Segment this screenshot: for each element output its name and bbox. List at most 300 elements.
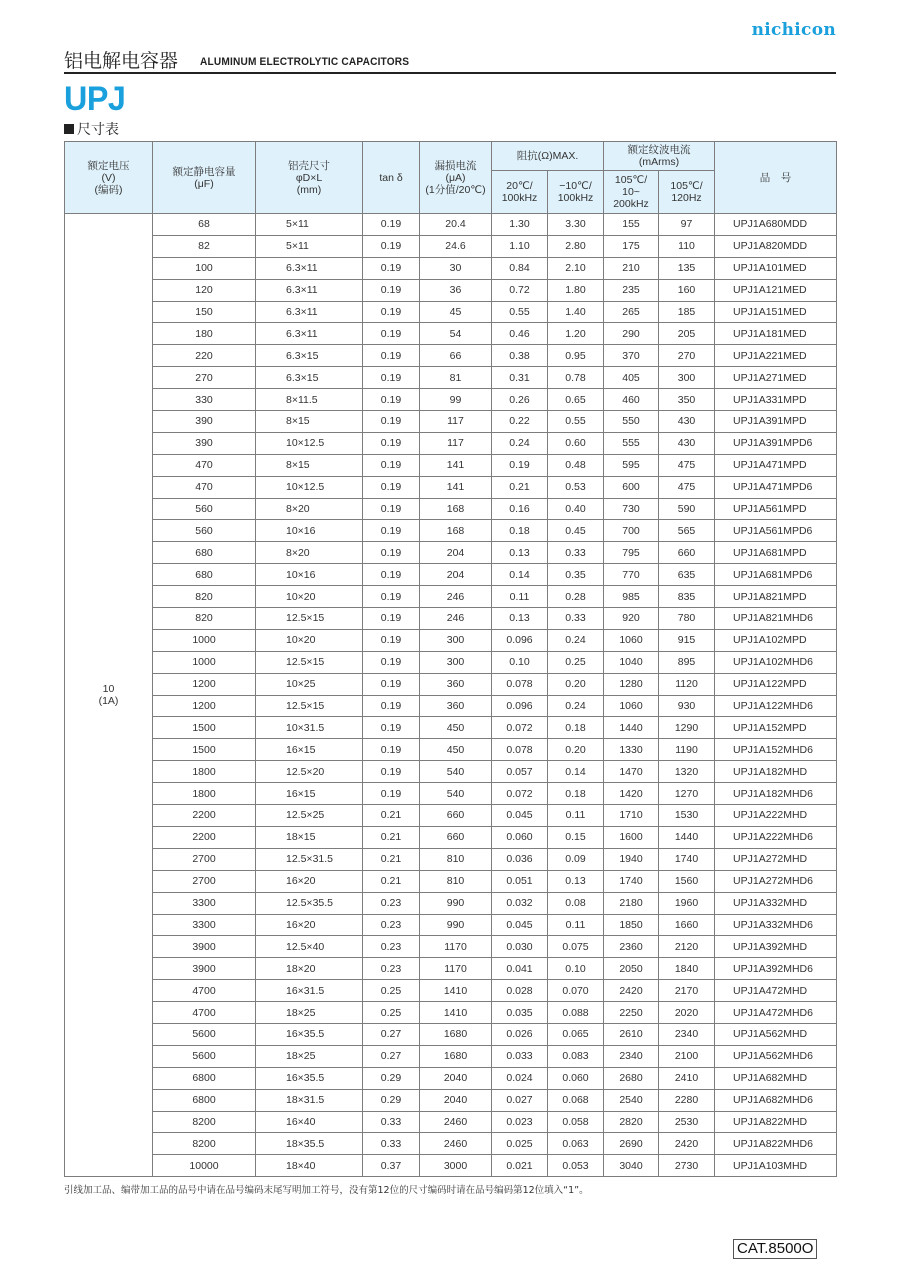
- table-row: [65, 673, 837, 695]
- capacitance-cell: 2200: [153, 826, 256, 848]
- ripple-120hz-cell: 895: [659, 651, 715, 673]
- ripple-hf-cell: 2820: [604, 1111, 659, 1133]
- capacitance-cell: 560: [153, 520, 256, 542]
- leakage-cell: 81: [420, 367, 492, 389]
- table-row: [65, 1133, 837, 1155]
- capacitance-cell: 1500: [153, 717, 256, 739]
- case-size-cell: 6.3×11: [256, 279, 363, 301]
- ripple-120hz-cell: 2280: [659, 1089, 715, 1111]
- part-number-cell: UPJ1A561MPD: [715, 498, 837, 520]
- impedance-minus10c-cell: 0.088: [548, 1002, 604, 1024]
- impedance-minus10c-cell: 0.08: [548, 892, 604, 914]
- ripple-hf-cell: 700: [604, 520, 659, 542]
- header-line: (mm): [296, 183, 322, 196]
- table-row: [65, 608, 837, 630]
- header-line: 漏损电流: [434, 159, 477, 172]
- tan-delta-cell: 0.29: [363, 1089, 420, 1111]
- header-line: 120Hz: [671, 192, 702, 204]
- ripple-120hz-cell: 2340: [659, 1023, 715, 1045]
- table-body: [65, 214, 837, 1177]
- impedance-20c-cell: 0.035: [492, 1002, 548, 1024]
- capacitance-cell: 220: [153, 345, 256, 367]
- tan-delta-cell: 0.19: [363, 279, 420, 301]
- part-number-cell: UPJ1A152MHD6: [715, 739, 837, 761]
- leakage-cell: 246: [420, 608, 492, 630]
- capacitance-cell: 100: [153, 257, 256, 279]
- impedance-20c-cell: 0.072: [492, 783, 548, 805]
- impedance-20c-cell: 0.26: [492, 389, 548, 411]
- tan-delta-cell: 0.25: [363, 980, 420, 1002]
- table-row: [65, 892, 837, 914]
- impedance-20c-cell: 0.38: [492, 345, 548, 367]
- header-line: (mArms): [638, 156, 680, 168]
- ripple-120hz-cell: 160: [659, 279, 715, 301]
- capacitance-cell: 2200: [153, 805, 256, 827]
- impedance-minus10c-cell: 0.33: [548, 542, 604, 564]
- tan-delta-cell: 0.19: [363, 608, 420, 630]
- impedance-minus10c-cell: 0.063: [548, 1133, 604, 1155]
- case-size-cell: 10×12.5: [256, 476, 363, 498]
- tan-delta-cell: 0.37: [363, 1155, 420, 1177]
- impedance-minus10c-cell: 1.80: [548, 279, 604, 301]
- ripple-120hz-cell: 135: [659, 257, 715, 279]
- tan-delta-cell: 0.19: [363, 235, 420, 257]
- part-number-cell: UPJ1A471MPD6: [715, 476, 837, 498]
- leakage-cell: 360: [420, 673, 492, 695]
- part-number-cell: UPJ1A122MPD: [715, 673, 837, 695]
- ripple-120hz-cell: 1190: [659, 739, 715, 761]
- header-line: 105℃/: [614, 174, 648, 186]
- tan-delta-cell: 0.19: [363, 783, 420, 805]
- capacitance-cell: 390: [153, 411, 256, 433]
- capacitance-cell: 1500: [153, 739, 256, 761]
- tan-delta-cell: 0.23: [363, 892, 420, 914]
- table-row: [65, 848, 837, 870]
- capacitance-cell: 1800: [153, 761, 256, 783]
- tan-delta-cell: 0.19: [363, 520, 420, 542]
- section-heading: [64, 119, 119, 139]
- table-row: [65, 651, 837, 673]
- series-name: UPJ: [64, 80, 126, 118]
- leakage-cell: 20.4: [420, 214, 492, 236]
- impedance-20c-cell: 0.22: [492, 411, 548, 433]
- header-part-number: 品 号: [715, 142, 837, 214]
- part-number-cell: UPJ1A181MED: [715, 323, 837, 345]
- capacitance-cell: 10000: [153, 1155, 256, 1177]
- case-size-cell: 12.5×15: [256, 695, 363, 717]
- header-line: φD×L: [295, 171, 323, 184]
- impedance-minus10c-cell: 0.10: [548, 958, 604, 980]
- case-size-cell: 8×11.5: [256, 389, 363, 411]
- voltage-line: (1A): [98, 695, 119, 708]
- part-number-cell: UPJ1A122MHD6: [715, 695, 837, 717]
- leakage-cell: 117: [420, 432, 492, 454]
- capacitance-cell: 180: [153, 323, 256, 345]
- impedance-20c-cell: 0.030: [492, 936, 548, 958]
- impedance-20c-cell: 0.021: [492, 1155, 548, 1177]
- impedance-20c-cell: 0.057: [492, 761, 548, 783]
- tan-delta-cell: 0.19: [363, 389, 420, 411]
- leakage-cell: 450: [420, 717, 492, 739]
- ripple-hf-cell: 770: [604, 564, 659, 586]
- table-row: [65, 761, 837, 783]
- impedance-20c-cell: 0.096: [492, 695, 548, 717]
- ripple-120hz-cell: 780: [659, 608, 715, 630]
- ripple-hf-cell: 1850: [604, 914, 659, 936]
- part-number-cell: UPJ1A391MPD6: [715, 432, 837, 454]
- leakage-cell: 810: [420, 870, 492, 892]
- ripple-120hz-cell: 635: [659, 564, 715, 586]
- ripple-120hz-cell: 475: [659, 454, 715, 476]
- case-size-cell: 12.5×15: [256, 608, 363, 630]
- impedance-minus10c-cell: 0.45: [548, 520, 604, 542]
- impedance-minus10c-cell: 0.18: [548, 717, 604, 739]
- ripple-120hz-cell: 1530: [659, 805, 715, 827]
- leakage-cell: 1410: [420, 980, 492, 1002]
- ripple-hf-cell: 595: [604, 454, 659, 476]
- ripple-hf-cell: 1600: [604, 826, 659, 848]
- part-number-cell: UPJ1A562MHD6: [715, 1045, 837, 1067]
- tan-delta-cell: 0.21: [363, 805, 420, 827]
- capacitance-cell: 680: [153, 542, 256, 564]
- impedance-20c-cell: 0.051: [492, 870, 548, 892]
- ripple-hf-cell: 600: [604, 476, 659, 498]
- ripple-hf-cell: 290: [604, 323, 659, 345]
- impedance-20c-cell: 0.84: [492, 257, 548, 279]
- ripple-hf-cell: 175: [604, 235, 659, 257]
- table-row: [65, 498, 837, 520]
- header-line: 额定静电容量: [172, 165, 236, 178]
- case-size-cell: 5×11: [256, 235, 363, 257]
- ripple-hf-cell: 2340: [604, 1045, 659, 1067]
- leakage-cell: 24.6: [420, 235, 492, 257]
- impedance-minus10c-cell: 0.53: [548, 476, 604, 498]
- part-number-cell: UPJ1A822MHD6: [715, 1133, 837, 1155]
- leakage-cell: 990: [420, 914, 492, 936]
- tan-delta-cell: 0.19: [363, 651, 420, 673]
- table-row: [65, 542, 837, 564]
- ripple-120hz-cell: 930: [659, 695, 715, 717]
- impedance-minus10c-cell: 0.11: [548, 914, 604, 936]
- leakage-cell: 168: [420, 520, 492, 542]
- leakage-cell: 3000: [420, 1155, 492, 1177]
- impedance-minus10c-cell: 0.28: [548, 586, 604, 608]
- tan-delta-cell: 0.19: [363, 476, 420, 498]
- page-title-bar: [64, 46, 836, 74]
- case-size-cell: 10×16: [256, 564, 363, 586]
- leakage-cell: 2040: [420, 1067, 492, 1089]
- case-size-cell: 10×12.5: [256, 432, 363, 454]
- ripple-120hz-cell: 430: [659, 411, 715, 433]
- ripple-hf-cell: 555: [604, 432, 659, 454]
- tan-delta-cell: 0.19: [363, 673, 420, 695]
- capacitance-cell: 5600: [153, 1045, 256, 1067]
- impedance-20c-cell: 0.11: [492, 586, 548, 608]
- part-number-cell: UPJ1A222MHD: [715, 805, 837, 827]
- table-row: [65, 1155, 837, 1177]
- leakage-cell: 168: [420, 498, 492, 520]
- part-number-cell: UPJ1A101MED: [715, 257, 837, 279]
- case-size-cell: 6.3×15: [256, 367, 363, 389]
- tan-delta-cell: 0.23: [363, 958, 420, 980]
- impedance-20c-cell: 0.033: [492, 1045, 548, 1067]
- case-size-cell: 6.3×11: [256, 323, 363, 345]
- ripple-120hz-cell: 300: [659, 367, 715, 389]
- leakage-cell: 1170: [420, 936, 492, 958]
- part-number-cell: UPJ1A182MHD6: [715, 783, 837, 805]
- case-size-cell: 6.3×11: [256, 257, 363, 279]
- table-row: [65, 783, 837, 805]
- ripple-hf-cell: 1060: [604, 629, 659, 651]
- part-number-cell: UPJ1A820MDD: [715, 235, 837, 257]
- header-line: (μA): [445, 171, 466, 184]
- case-size-cell: 18×40: [256, 1155, 363, 1177]
- capacitance-cell: 3300: [153, 914, 256, 936]
- impedance-minus10c-cell: 2.10: [548, 257, 604, 279]
- ripple-hf-cell: 155: [604, 214, 659, 236]
- leakage-cell: 246: [420, 586, 492, 608]
- part-number-cell: UPJ1A331MPD: [715, 389, 837, 411]
- case-size-cell: 16×20: [256, 870, 363, 892]
- case-size-cell: 5×11: [256, 214, 363, 236]
- ripple-hf-cell: 730: [604, 498, 659, 520]
- header-ripple-group: [604, 142, 715, 171]
- impedance-20c-cell: 0.46: [492, 323, 548, 345]
- case-size-cell: 18×31.5: [256, 1089, 363, 1111]
- table-row: [65, 564, 837, 586]
- impedance-20c-cell: 0.18: [492, 520, 548, 542]
- table-row: [65, 958, 837, 980]
- leakage-cell: 360: [420, 695, 492, 717]
- impedance-20c-cell: 0.023: [492, 1111, 548, 1133]
- ripple-120hz-cell: 1270: [659, 783, 715, 805]
- ripple-120hz-cell: 2100: [659, 1045, 715, 1067]
- header-line: (1分值/20℃): [425, 183, 486, 196]
- part-number-cell: UPJ1A272MHD: [715, 848, 837, 870]
- header-line: 额定纹波电流: [627, 144, 691, 156]
- part-number-cell: UPJ1A152MPD: [715, 717, 837, 739]
- tan-delta-cell: 0.23: [363, 914, 420, 936]
- header-line: (V): [101, 171, 116, 184]
- tan-delta-cell: 0.19: [363, 345, 420, 367]
- leakage-cell: 1680: [420, 1045, 492, 1067]
- ripple-hf-cell: 1060: [604, 695, 659, 717]
- impedance-20c-cell: 0.13: [492, 542, 548, 564]
- tan-delta-cell: 0.19: [363, 367, 420, 389]
- ripple-hf-cell: 920: [604, 608, 659, 630]
- impedance-minus10c-cell: 0.35: [548, 564, 604, 586]
- capacitance-cell: 1000: [153, 629, 256, 651]
- capacitance-cell: 1200: [153, 673, 256, 695]
- case-size-cell: 10×20: [256, 586, 363, 608]
- header-impedance-group: 阻抗(Ω)MAX.: [492, 142, 604, 171]
- ripple-120hz-cell: 2410: [659, 1067, 715, 1089]
- impedance-20c-cell: 0.024: [492, 1067, 548, 1089]
- ripple-hf-cell: 1710: [604, 805, 659, 827]
- impedance-20c-cell: 0.045: [492, 805, 548, 827]
- capacitance-cell: 1800: [153, 783, 256, 805]
- ripple-120hz-cell: 185: [659, 301, 715, 323]
- capacitance-cell: 120: [153, 279, 256, 301]
- header-line: 200kHz: [613, 198, 649, 210]
- table-row: [65, 476, 837, 498]
- ripple-hf-cell: 1470: [604, 761, 659, 783]
- ripple-hf-cell: 2680: [604, 1067, 659, 1089]
- header-tan-delta: tan δ: [363, 142, 420, 214]
- part-number-cell: UPJ1A271MED: [715, 367, 837, 389]
- leakage-cell: 660: [420, 805, 492, 827]
- impedance-20c-cell: 0.078: [492, 739, 548, 761]
- header-line: (μF): [194, 177, 214, 190]
- case-size-cell: 16×15: [256, 739, 363, 761]
- impedance-minus10c-cell: 0.14: [548, 761, 604, 783]
- impedance-minus10c-cell: 2.80: [548, 235, 604, 257]
- part-number-cell: UPJ1A680MDD: [715, 214, 837, 236]
- table-row: [65, 1067, 837, 1089]
- tan-delta-cell: 0.19: [363, 323, 420, 345]
- impedance-minus10c-cell: 0.95: [548, 345, 604, 367]
- impedance-20c-cell: 0.045: [492, 914, 548, 936]
- part-number-cell: UPJ1A562MHD: [715, 1023, 837, 1045]
- capacitance-cell: 8200: [153, 1133, 256, 1155]
- case-size-cell: 18×15: [256, 826, 363, 848]
- impedance-minus10c-cell: 0.13: [548, 870, 604, 892]
- header-line: 100kHz: [501, 192, 538, 204]
- ripple-120hz-cell: 590: [659, 498, 715, 520]
- capacitance-cell: 1200: [153, 695, 256, 717]
- ripple-120hz-cell: 1320: [659, 761, 715, 783]
- capacitance-cell: 82: [153, 235, 256, 257]
- tan-delta-cell: 0.21: [363, 826, 420, 848]
- ripple-hf-cell: 235: [604, 279, 659, 301]
- case-size-cell: 6.3×11: [256, 301, 363, 323]
- case-size-cell: 12.5×31.5: [256, 848, 363, 870]
- impedance-20c-cell: 0.027: [492, 1089, 548, 1111]
- leakage-cell: 66: [420, 345, 492, 367]
- catalog-code: CAT.8500O: [733, 1239, 817, 1259]
- capacitance-cell: 330: [153, 389, 256, 411]
- case-size-cell: 8×15: [256, 454, 363, 476]
- capacitance-cell: 4700: [153, 980, 256, 1002]
- ripple-hf-cell: 1280: [604, 673, 659, 695]
- impedance-minus10c-cell: 0.55: [548, 411, 604, 433]
- ripple-hf-cell: 1420: [604, 783, 659, 805]
- part-number-cell: UPJ1A222MHD6: [715, 826, 837, 848]
- ripple-hf-cell: 1440: [604, 717, 659, 739]
- part-number-cell: UPJ1A102MHD6: [715, 651, 837, 673]
- header-capacitance: [153, 142, 256, 214]
- tan-delta-cell: 0.19: [363, 214, 420, 236]
- ripple-120hz-cell: 205: [659, 323, 715, 345]
- case-size-cell: 10×25: [256, 673, 363, 695]
- impedance-minus10c-cell: 0.18: [548, 783, 604, 805]
- page-title-cn: 铝电解电容器: [64, 50, 179, 72]
- impedance-20c-cell: 0.10: [492, 651, 548, 673]
- tan-delta-cell: 0.19: [363, 498, 420, 520]
- part-number-cell: UPJ1A272MHD6: [715, 870, 837, 892]
- capacitance-cell: 68: [153, 214, 256, 236]
- leakage-cell: 810: [420, 848, 492, 870]
- impedance-20c-cell: 0.55: [492, 301, 548, 323]
- case-size-cell: 10×31.5: [256, 717, 363, 739]
- case-size-cell: 18×25: [256, 1002, 363, 1024]
- ripple-hf-cell: 2050: [604, 958, 659, 980]
- ripple-hf-cell: 460: [604, 389, 659, 411]
- capacitance-cell: 820: [153, 608, 256, 630]
- table-row: [65, 870, 837, 892]
- table-row: [65, 432, 837, 454]
- case-size-cell: 8×20: [256, 498, 363, 520]
- impedance-minus10c-cell: 0.24: [548, 695, 604, 717]
- impedance-minus10c-cell: 0.11: [548, 805, 604, 827]
- case-size-cell: 16×31.5: [256, 980, 363, 1002]
- impedance-20c-cell: 1.30: [492, 214, 548, 236]
- ripple-120hz-cell: 475: [659, 476, 715, 498]
- impedance-minus10c-cell: 0.053: [548, 1155, 604, 1177]
- case-size-cell: 12.5×15: [256, 651, 363, 673]
- case-size-cell: 12.5×20: [256, 761, 363, 783]
- section-title: 尺寸表: [77, 122, 119, 138]
- impedance-20c-cell: 0.032: [492, 892, 548, 914]
- tan-delta-cell: 0.19: [363, 761, 420, 783]
- table-row: [65, 1045, 837, 1067]
- impedance-20c-cell: 0.060: [492, 826, 548, 848]
- impedance-20c-cell: 0.16: [492, 498, 548, 520]
- ripple-hf-cell: 2180: [604, 892, 659, 914]
- part-number-cell: UPJ1A822MHD: [715, 1111, 837, 1133]
- case-size-cell: 12.5×40: [256, 936, 363, 958]
- ripple-hf-cell: 265: [604, 301, 659, 323]
- impedance-20c-cell: 0.028: [492, 980, 548, 1002]
- ripple-hf-cell: 2690: [604, 1133, 659, 1155]
- square-bullet-icon: [64, 124, 74, 134]
- ripple-hf-cell: 2360: [604, 936, 659, 958]
- impedance-minus10c-cell: 0.09: [548, 848, 604, 870]
- capacitance-cell: 1000: [153, 651, 256, 673]
- part-number-cell: UPJ1A392MHD6: [715, 958, 837, 980]
- impedance-20c-cell: 0.24: [492, 432, 548, 454]
- case-size-cell: 18×20: [256, 958, 363, 980]
- impedance-20c-cell: 0.026: [492, 1023, 548, 1045]
- ripple-120hz-cell: 430: [659, 432, 715, 454]
- table-row: [65, 629, 837, 651]
- impedance-minus10c-cell: 0.33: [548, 608, 604, 630]
- ripple-120hz-cell: 350: [659, 389, 715, 411]
- part-number-cell: UPJ1A392MHD: [715, 936, 837, 958]
- tan-delta-cell: 0.19: [363, 695, 420, 717]
- tan-delta-cell: 0.19: [363, 432, 420, 454]
- ripple-hf-cell: 1740: [604, 870, 659, 892]
- dimensions-table: [64, 141, 837, 1177]
- leakage-cell: 54: [420, 323, 492, 345]
- case-size-cell: 10×20: [256, 629, 363, 651]
- table-row: [65, 1111, 837, 1133]
- case-size-cell: 8×15: [256, 411, 363, 433]
- leakage-cell: 2040: [420, 1089, 492, 1111]
- table-row: [65, 345, 837, 367]
- leakage-cell: 204: [420, 542, 492, 564]
- ripple-120hz-cell: 565: [659, 520, 715, 542]
- table-row: [65, 235, 837, 257]
- ripple-hf-cell: 3040: [604, 1155, 659, 1177]
- table-row: [65, 936, 837, 958]
- ripple-120hz-cell: 1290: [659, 717, 715, 739]
- impedance-20c-cell: 0.19: [492, 454, 548, 476]
- impedance-minus10c-cell: 0.20: [548, 673, 604, 695]
- table-row: [65, 717, 837, 739]
- impedance-minus10c-cell: 1.20: [548, 323, 604, 345]
- impedance-minus10c-cell: 0.060: [548, 1067, 604, 1089]
